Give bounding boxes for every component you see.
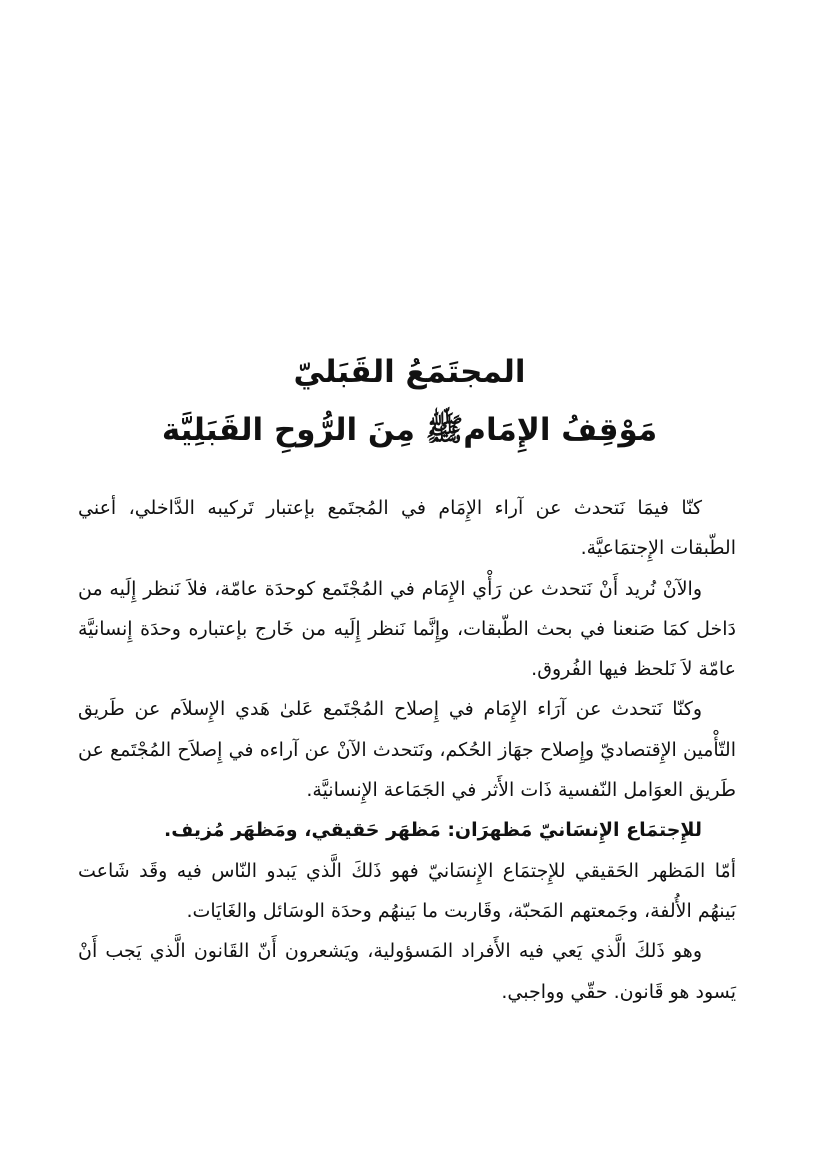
paragraph: أمّا المَظهر الحَقيقي للإِجتمَاع الإِنسَانيّ فهو ذَلكَ الَّذي يَبدو النّاس فيه وقَد شَاعت بَينهُم الأُلفة، وجَمعتهم المَحبّة، وقَاربت ما بَينهُم وحدَة الوسَائل والغَايَات. [78,859,736,922]
paragraph: والآنْ نُريد أَنْ نَتحدث عن رَأْي الإِمَام في المُجْتَمع كوحدَة عامّة، فلاَ نَنظر إِلَيه من دَاخل كمَا صَنعنا في بحث الطّبقات، وإِنَّما نَنظر إِلَيه من خَارج بإعتباره وحدَة إِنسانيَّة عامّة لاَ نَلحظ فيها الفُروق. [78,577,736,681]
page-title: المجتَمَعُ القَبَليّ [293,354,526,390]
paragraph: وكنّا نَتحدث عن آرَاء الإِمَام في إِصلاح المُجْتَمع عَلىٰ هَدي الإِسلاَم عن طَريق التّأْمين الإِقتصاديّ وإِصلاح جهَاز الحُكم، ونَتحدث الآنْ عن آراءه في إِصلاَح المُجْتَمع عن طَريق العوَامل النّفسية ذَات الأَثر في الجَمَاعة الإِنسانيَّة. [78,698,736,802]
paragraph: كنّا فيمَا نَتحدث عن آراء الإِمَام في المُجتَمع بإعتبار تَركيبه الدَّاخلي، أعني الطّبقات الإِجتمَاعيَّة. [78,497,736,560]
paragraph: للإِجتمَاع الإِنسَانيّ مَظهرَان: مَظهَر حَقيقي، ومَظهَر مُزيف. [163,819,702,842]
page-subtitle: مَوْقِفُ الإِمَام‬ﷺ مِنَ الرُّوحِ القَبَلِيَّة [161,412,658,448]
paragraph: وهو ذَلكَ الَّذي يَعي فيه الأَفراد المَسؤولية، ويَشعرون أَنّ القَانون الَّذي يَجب أَنْ يَسود هو قَانون. حقّي وواجبي. [78,940,736,1003]
body-text [78,488,736,1012]
